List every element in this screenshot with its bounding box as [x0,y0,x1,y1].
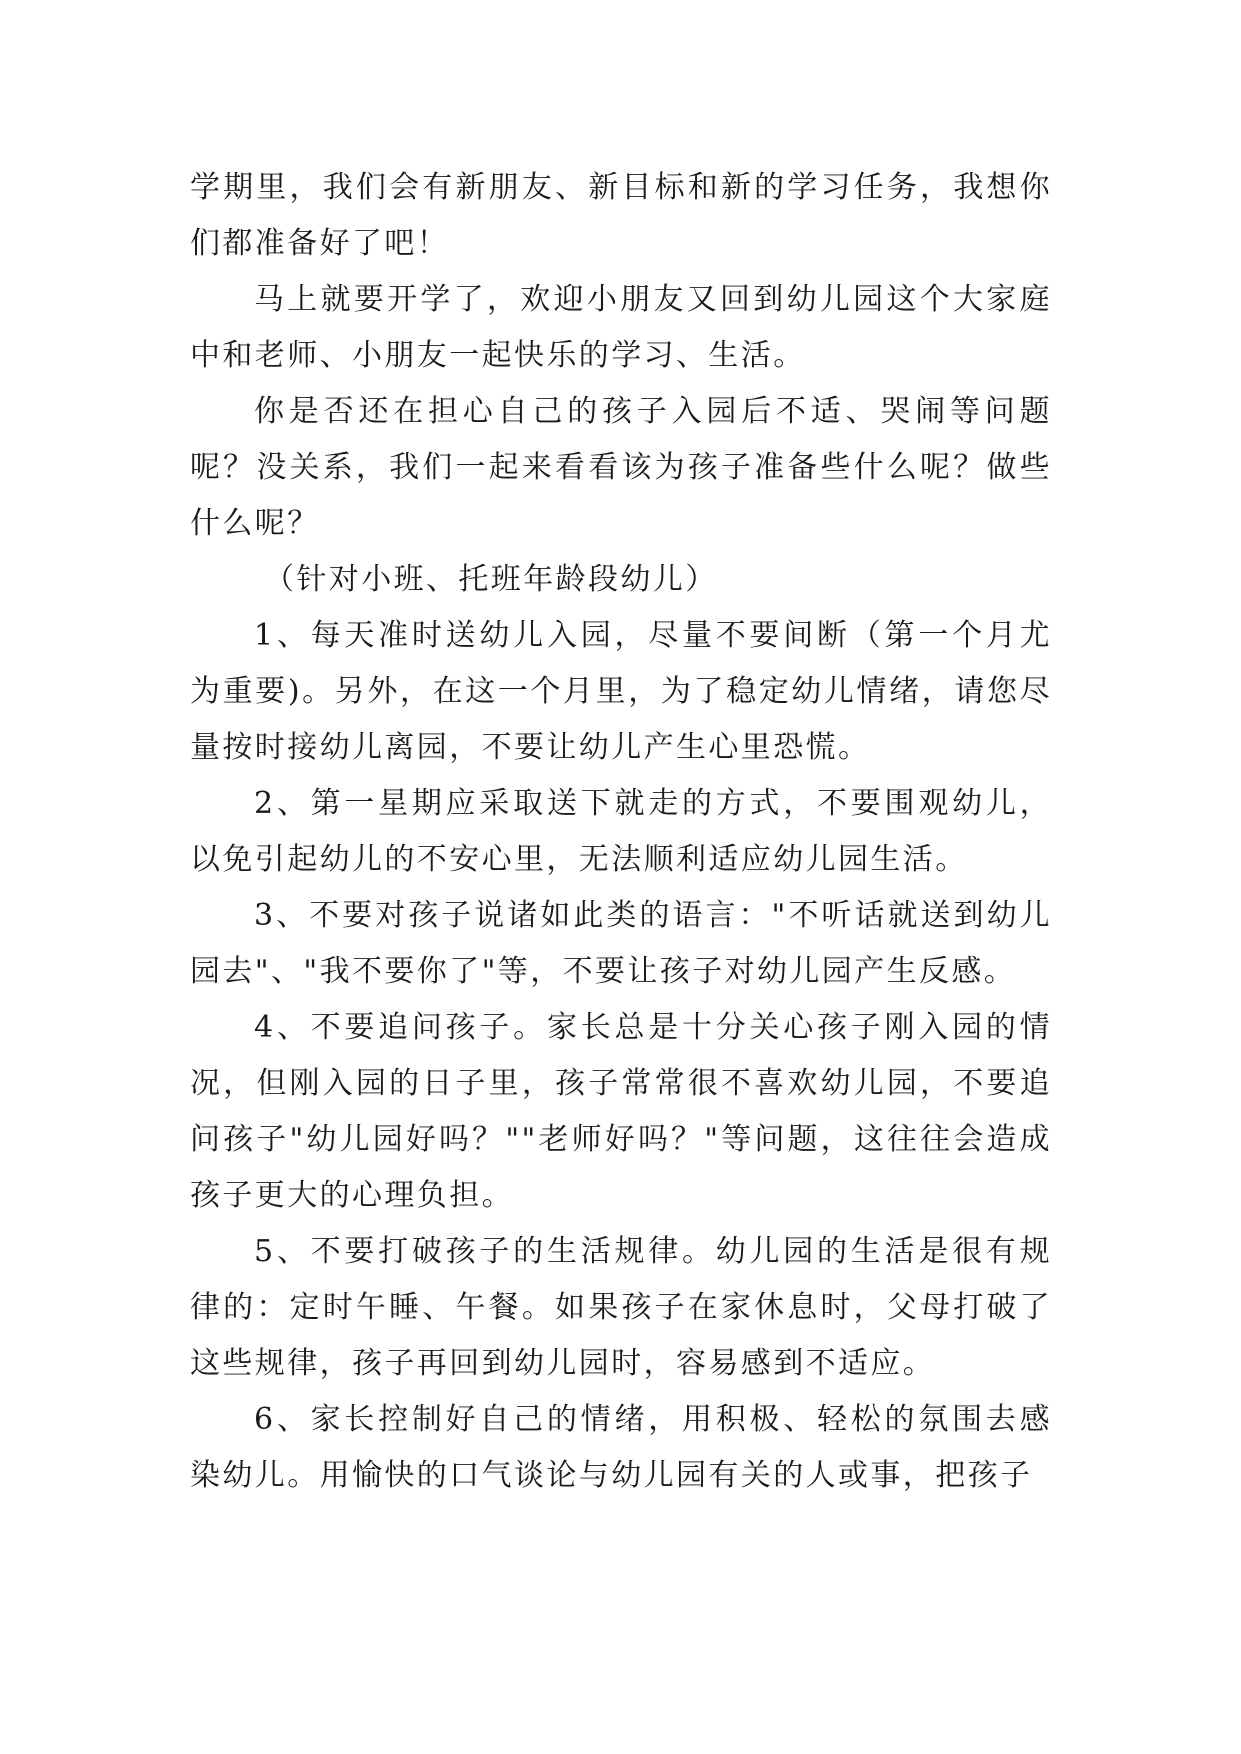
paragraph-target-note: （针对小班、托班年龄段幼儿） [264,562,718,597]
paragraph-tip-3: 3、不要对孩子说诸如此类的语言："不听话就送到幼儿园去"、"我不要你了"等，不要让孩子对幼儿园产生反感。 [190,898,1052,989]
paragraph-tip-4: 4、不要追问孩子。家长总是十分关心孩子刚入园的情况，但刚入园的日子里，孩子常常很不喜欢幼儿园，不要追问孩子"幼儿园好吗？""老师好吗？"等问题，这往往会造成孩子更大的心理负担。 [190,1010,1052,1213]
document-body [190,160,1052,1504]
paragraph-tip-2: 2、第一星期应采取送下就走的方式，不要围观幼儿，以免引起幼儿的不安心里，无法顺利适应幼儿园生活。 [190,786,1052,877]
paragraph-continuation: 学期里，我们会有新朋友、新目标和新的学习任务，我想你们都准备好了吧！ [190,170,1052,261]
paragraph-concern: 你是否还在担心自己的孩子入园后不适、哭闹等问题呢？没关系，我们一起来看看该为孩子准备些什么呢？做些什么呢？ [190,394,1052,541]
paragraph-welcome: 马上就要开学了，欢迎小朋友又回到幼儿园这个大家庭中和老师、小朋友一起快乐的学习、生活。 [190,282,1052,373]
paragraph-tip-1: 1、每天准时送幼儿入园，尽量不要间断（第一个月尤为重要)。另外，在这一个月里，为了稳定幼儿情绪，请您尽量按时接幼儿离园，不要让幼儿产生心里恐慌。 [190,618,1052,765]
paragraph-tip-5: 5、不要打破孩子的生活规律。幼儿园的生活是很有规律的：定时午睡、午餐。如果孩子在家休息时，父母打破了这些规律，孩子再回到幼儿园时，容易感到不适应。 [190,1234,1052,1381]
paragraph-tip-6: 6、家长控制好自己的情绪，用积极、轻松的氛围去感染幼儿。用愉快的口气谈论与幼儿园有关的人或事，把孩子 [190,1402,1052,1493]
